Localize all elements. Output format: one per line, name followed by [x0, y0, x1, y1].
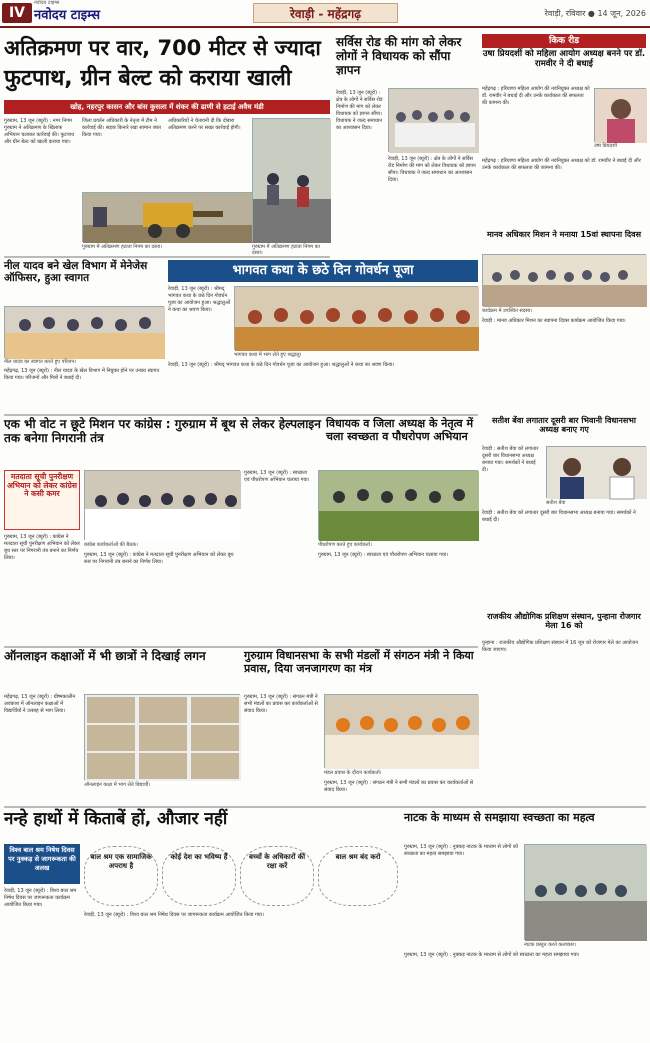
bhagwat-photo-caption: भागवत कथा में भाग लेते हुए श्रद्धालु।	[234, 352, 302, 358]
online-headline: ऑनलाइन कक्षाओं में भी छात्रों ने दिखाई लगन	[4, 649, 206, 663]
sports-photo-caption: नील यादव का स्वागत करते हुए परिजन।	[4, 359, 77, 365]
lead-body-col3: अधिकारियों ने चेतावनी दी कि दोबारा अतिक्रमण करने पर सख्त कार्रवाई होगी।	[168, 118, 241, 131]
drama-body-2: गुरुग्राम, 13 जून (ब्यूरो) : नुक्कड़ नाटक के माध्यम से लोगों को स्वच्छता का महत्व समझाया गया।	[404, 952, 580, 958]
lead-body-col1: गुरुग्राम, 13 जून (ब्यूरो) : नगर निगम गुरुग्राम ने अतिक्रमण के खिलाफ अभियान चलाकर कार्रवाई की। फुटपाथ और ग्रीन बेल्ट को खाली कराया गया।	[4, 118, 75, 145]
congress-body-2: गुरुग्राम, 13 जून (ब्यूरो) : कांग्रेस ने मतदाता सूची पुनरीक्षण अभियान को लेकर बूथ स्तर पर निगरानी तंत्र बनाने का निर्णय लिया।	[84, 552, 234, 565]
drama-body: गुरुग्राम, 13 जून (ब्यूरो) : नुक्कड़ नाटक के माध्यम से लोगों को स्वच्छता का महत्व समझाया गया।	[404, 844, 518, 857]
children-headline: नन्हे हाथों में किताबें हों, औजार नहीं	[4, 809, 228, 829]
congress-body: गुरुग्राम, 13 जून (ब्यूरो) : कांग्रेस ने मतदाता सूची पुनरीक्षण अभियान को लेकर बूथ स्तर पर निगरानी तंत्र बनाने का निर्णय लिया।	[4, 534, 80, 561]
children-bubble-1: बाल श्रम एक सामाजिक अपराध है	[84, 846, 158, 906]
lead-photo-2-caption: गुरुग्राम में अतिक्रमण हटाता निगम का दस्ता।	[252, 244, 320, 256]
children-body: रेवाड़ी, 13 जून (ब्यूरो) : विश्व बाल श्रम निषेध दिवस पर जागरूकता कार्यक्रम आयोजित किया गया।	[4, 888, 77, 908]
iti-headline: राजकीय औद्योगिक प्रशिक्षण संस्थान, पुन्हाना रोजगार मेला 16 को	[487, 612, 641, 631]
congress-box	[4, 470, 80, 530]
group-photo-graphic	[483, 255, 647, 307]
service-road-photo	[388, 88, 478, 152]
street-play-photo-graphic	[525, 845, 647, 941]
welcome-photo-graphic	[5, 307, 165, 359]
kick-headline: उषा प्रियदर्शी को महिला आयोग अध्यक्ष बनने पर डॉ. रामवीर ने दी बधाई	[482, 49, 646, 69]
manav-photo-caption: कार्यक्रम में उपस्थित सदस्य।	[482, 308, 533, 314]
kick-photo	[594, 88, 646, 142]
drama-photo	[524, 844, 646, 940]
children-bubble-4: बाल श्रम बंद करो	[318, 846, 398, 906]
bhagwat-body-2: रेवाड़ी, 13 जून (ब्यूरो) : श्रीमद् भागवत कथा के छठे दिन गोवर्धन पूजा का आयोजन हुआ। श्रद्धालुओं ने कथा का श्रवण किया।	[168, 362, 395, 368]
cleanliness-headline: विधायक व जिला अध्यक्ष के नेतृत्व में चला स्वच्छता व पौधरोपण अभियान	[326, 417, 474, 443]
service-road-body-2: रेवाड़ी, 13 जून (ब्यूरो) : क्षेत्र के लोगों ने सर्विस रोड निर्माण की मांग को लेकर विधायक को ज्ञापन सौंपा। विधायक ने जल्द समाधान का आश्वासन दिया।	[388, 156, 476, 183]
bhagwat-body: रेवाड़ी, 13 जून (ब्यूरो) : श्रीमद् भागवत कथा के छठे दिन गोवर्धन पूजा का आयोजन हुआ। श्रद्धालुओं ने कथा का श्रवण किया।	[168, 286, 231, 313]
lead-strap: खोह, नहरपुर कासन और बांस कुसला में शंकर की ढाणी से हटाई अवैध मंडी	[4, 100, 330, 114]
divider	[4, 414, 478, 416]
sports-body: महेंद्रगढ़, 13 जून (ब्यूरो) : नील यादव के खेल विभाग में नियुक्त होने पर उनका स्वागत किया गया। परिजनों और मित्रों ने बधाई दी।	[4, 368, 160, 381]
lead-photo	[82, 192, 252, 242]
satish-headline: सतीश बेंवा लगातार दूसरी बार भिवानी विधानसभा अध्यक्ष बनाए गए	[492, 416, 636, 435]
online-photo	[84, 694, 240, 780]
gurugram-photo-caption: मंडल प्रवास के दौरान कार्यकर्ता।	[324, 770, 382, 776]
students-collage-graphic	[85, 695, 241, 781]
children-body-2: रेवाड़ी, 13 जून (ब्यूरो) : विश्व बाल श्रम निषेध दिवस पर जागरूकता कार्यक्रम आयोजित किया गया।	[84, 912, 264, 918]
congress-box-text: मतदाता सूची पुनरीक्षण अभियान को लेकर कांग्रेस ने कसी कमर	[7, 472, 77, 499]
drama-photo-caption: नाटक प्रस्तुत करते कलाकार।	[524, 942, 577, 948]
kick-body: महेंद्रगढ़ : हरियाणा महिला आयोग की नवनियुक्त अध्यक्ष को डॉ. रामवीर ने बधाई दी और उनके कार्यकाल की सफलता की कामना की।	[482, 86, 590, 106]
woman-portrait-graphic	[595, 89, 647, 143]
cleanliness-body: गुरुग्राम, 13 जून (ब्यूरो) : स्वच्छता एवं पौधरोपण अभियान चलाया गया।	[244, 470, 310, 483]
lead-photo-2	[252, 118, 330, 242]
congress-headline: एक भी वोट न छूटे मिशन पर कांग्रेस : गुरुग्राम में बूथ से लेकर हेल्पलाइन तक बनेगा निगरानी तंत्र	[4, 417, 321, 445]
paper-name: नवोदय टाइम्स	[34, 8, 101, 23]
page-number: IV	[2, 3, 32, 23]
cleanliness-photo-caption: पौधरोपण करते हुए कार्यकर्ता।	[318, 542, 372, 548]
memorandum-photo-graphic	[389, 89, 479, 153]
lead-headline-1: अतिक्रमण पर वार, 700 मीटर से ज्यादा	[4, 36, 321, 60]
party-workers-photo-graphic	[325, 695, 479, 769]
cleanliness-photo	[318, 470, 478, 540]
manav-headline: मानव अधिकार मिशन ने मनाया 15वां स्थापना दिवस	[486, 230, 642, 239]
satish-body: रेवाड़ी : सतीश बेंवा को लगातार दूसरी बार विधानसभा अध्यक्ष बनाया गया। समर्थकों ने बधाई दी।	[482, 446, 539, 473]
satish-photo	[546, 446, 646, 498]
congress-photo	[84, 470, 240, 540]
children-strap: विश्व बाल श्रम निषेध दिवस पर नुक्कड़ से जागरूकता की अलख	[4, 844, 80, 884]
congress-photo-caption: कांग्रेस कार्यकर्ताओं की बैठक।	[84, 542, 138, 548]
manav-photo	[482, 254, 646, 306]
portraits-graphic	[547, 447, 647, 499]
divider	[4, 256, 330, 258]
kick-body-2: महेंद्रगढ़ : हरियाणा महिला आयोग की नवनियुक्त अध्यक्ष को डॉ. रामवीर ने बधाई दी और उनके कार्यकाल की सफलता की कामना की।	[482, 158, 641, 171]
online-photo-caption: ऑनलाइन कक्षा में भाग लेते विद्यार्थी।	[84, 782, 151, 788]
meeting-photo-graphic	[85, 471, 241, 541]
online-body: महेंद्रगढ़, 13 जून (ब्यूरो) : ग्रीष्मकालीन अवकाश में ऑनलाइन कक्षाओं में विद्यार्थियों ने उत्साह से भाग लिया।	[4, 694, 76, 714]
children-bubble-3: बच्चों के अधिकारों की रक्षा करें	[240, 846, 314, 906]
gurugram-body-2: गुरुग्राम, 13 जून (ब्यूरो) : संगठन मंत्री ने सभी मंडलों का प्रवास कर कार्यकर्ताओं से संवाद किया।	[324, 780, 474, 793]
bhagwat-headline: भागवत कथा के छठे दिन गोवर्धन पूजा	[168, 260, 478, 282]
gurugram-headline: गुरुग्राम विधानसभा के सभी मंडलों में संगठन मंत्री ने किया प्रवास, दिया जनजागरण का मंत्र	[244, 649, 474, 675]
satish-photo-caption: सतीश बेंवा	[546, 500, 566, 506]
masthead	[0, 0, 650, 28]
satish-body-2: रेवाड़ी : सतीश बेंवा को लगातार दूसरी बार विधानसभा अध्यक्ष बनाया गया। समर्थकों ने बधाई दी।	[482, 510, 636, 523]
divider	[4, 646, 478, 648]
sports-headline: नील यादव बने खेल विभाग में मेनेजेस ऑफिसर, हुआ स्वागत	[4, 260, 148, 285]
service-road-headline: सर्विस रोड की मांग को लेकर लोगों ने विधायक को सौंपा ज्ञापन	[336, 35, 462, 77]
drama-headline: नाटक के माध्यम से समझाया स्वच्छता का महत्व	[404, 811, 595, 824]
masthead-small-text: नवोदय टाइम्स	[34, 0, 60, 6]
lead-headline-2: फुटपाथ, ग्रीन बेल्ट को कराया खाली	[4, 66, 292, 91]
divider	[4, 806, 646, 808]
gurugram-photo	[324, 694, 478, 768]
plantation-photo-graphic	[319, 471, 479, 541]
children-bubble-2: कोई देश का भविष्य हैं	[162, 846, 236, 906]
lead-photo-caption: गुरुग्राम में अतिक्रमण हटाता निगम का दस्ता।	[82, 244, 163, 250]
manav-body: रेवाड़ी : मानव अधिकार मिशन का स्थापना दिवस कार्यक्रम आयोजित किया गया।	[482, 318, 626, 324]
sports-photo	[4, 306, 164, 358]
page-date: रेवाड़ी, रविवार ● 14 जून, 2026	[544, 9, 646, 18]
service-road-body: रेवाड़ी, 13 जून (ब्यूरो) : क्षेत्र के लोगों ने सर्विस रोड निर्माण की मांग को लेकर विधायक को ज्ञापन सौंपा। विधायक ने जल्द समाधान का आश्वासन दिया।	[336, 90, 383, 131]
kick-photo-caption: उषा प्रियदर्शी	[594, 143, 617, 149]
cleanliness-body-2: गुरुग्राम, 13 जून (ब्यूरो) : स्वच्छता एवं पौधरोपण अभियान चलाया गया।	[318, 552, 449, 558]
region-title: रेवाड़ी - महेंद्रगढ़	[253, 3, 398, 23]
lead-body-col2: जिला प्रवर्तन अधिकारी के नेतृत्व में टीम ने कार्रवाई की। सड़क किनारे रखा सामान जब्त किया गया।	[82, 118, 161, 138]
bulldozer-photo-graphic	[83, 193, 253, 243]
devotees-photo-graphic	[235, 287, 479, 351]
kick-label: किक रीड	[482, 34, 646, 48]
gurugram-body: गुरुग्राम, 13 जून (ब्यूरो) : संगठन मंत्री ने सभी मंडलों का प्रवास कर कार्यकर्ताओं से संवाद किया।	[244, 694, 318, 714]
bhagwat-photo	[234, 286, 478, 350]
iti-body: पुन्हाना : राजकीय औद्योगिक प्रशिक्षण संस्थान में 16 जून को रोजगार मेले का आयोजन किया जाएगा।	[482, 640, 639, 653]
road-photo-graphic	[253, 119, 331, 243]
